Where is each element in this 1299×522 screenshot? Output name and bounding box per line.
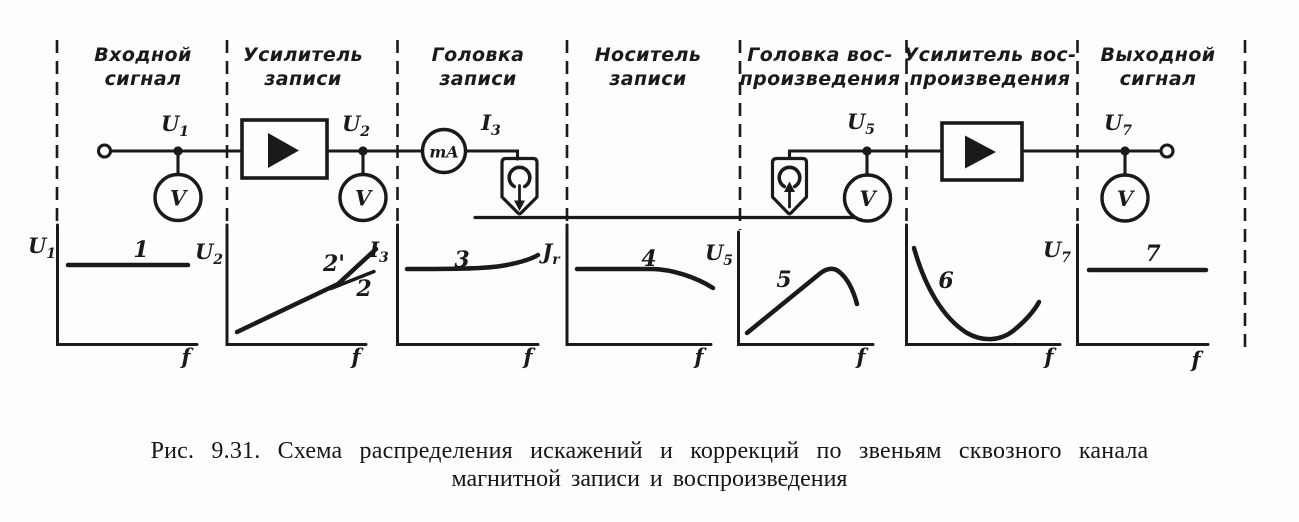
mini-graph-4 [567,225,713,369]
graph-y-label: $U_1$ [27,233,57,262]
curve-end-label: $J_r$ [542,239,560,268]
voltmeter-label: V [169,185,187,211]
graph-axes [398,225,539,345]
response-curve-6 [914,248,1039,339]
i3-chain-label: $I_3$ [481,110,501,139]
caption-line-2: магнитной записи и воспроизведения [451,466,848,492]
response-curve-3 [407,255,538,269]
column-title-line: Усилитель вос- [903,44,1077,66]
figure-caption [0,438,1299,493]
column-title-line: Головка [431,44,525,66]
graph-x-label: f [181,344,191,369]
u7-chain-label: $U_7$ [1103,110,1133,139]
curve-number: 3 [454,247,470,273]
output-terminal-icon [1161,145,1173,157]
head-core-icon [509,167,530,186]
mini-graph-7 [1043,225,1208,372]
mini-graph-2 [195,225,376,369]
caption-line-1: Рис. 9.31. Схема распределения искажений и коррекций по звеньям сквозного канала [150,438,1149,464]
graph-y-label: $U_7$ [1042,237,1072,266]
curve-number: 4 [641,246,657,272]
amplifier-triangle-icon [965,136,996,169]
response-curve-5 [747,269,857,333]
u1-chain-label: $U_1$ [160,111,190,140]
graph-x-label: f [856,344,866,369]
column-title-line: произведения [739,68,901,90]
column-title-line: Выходной [1100,44,1216,66]
graph-y-label: $U_2$ [194,239,224,268]
graph-axes [567,225,711,345]
voltmeter-label: V [1116,186,1134,211]
milliammeter-label: mA [429,142,459,162]
column-title-line: записи [264,68,342,90]
column-title-line: записи [609,68,687,90]
curve-number: 6 [938,268,954,294]
voltmeter-label: V [859,186,876,211]
column-separators [57,40,1245,352]
column-title-line: записи [439,68,517,90]
graph-x-label: f [351,344,361,369]
graph-x-label: f [1044,344,1054,369]
curve-number: 2 [356,276,372,302]
graph-y-label: $I_3$ [369,237,389,266]
curve-number-corrected: 2' [322,251,346,277]
mini-graph-1 [28,225,197,369]
graph-x-label: f [694,344,704,369]
curve-number: 1 [133,237,149,263]
playback-head-icon [773,159,807,214]
mini-graph-5 [705,232,873,369]
column-title-line: Головка вос- [747,44,893,66]
amplifier-triangle-icon [268,133,299,168]
graph-axes [58,225,198,345]
column-title-line: Носитель [594,44,702,66]
graph-axes [1078,225,1209,345]
mini-graph-6 [907,225,1061,369]
u5-chain-label: $U_5$ [846,109,876,138]
mini-graph-3 [368,225,561,369]
record-head-icon [502,159,537,214]
column-title-line: Входной [94,44,192,66]
column-title-line: Усилитель [243,44,363,66]
curve-number: 7 [1145,241,1161,267]
graph-x-label: f [523,344,533,369]
voltmeter-label: V [354,185,372,211]
u2-chain-label: $U_2$ [341,111,371,140]
curve-number: 5 [776,267,792,293]
signal-chain [99,120,1174,221]
graph-y-label: $U_5$ [704,240,734,269]
graph-x-label: f [1191,347,1201,372]
column-title-line: сигнал [1119,68,1197,90]
column-title-line: сигнал [104,68,182,90]
column-title-line: произведения [909,68,1071,90]
response-curve-2-corrected [237,249,376,332]
input-terminal-icon [99,145,111,157]
